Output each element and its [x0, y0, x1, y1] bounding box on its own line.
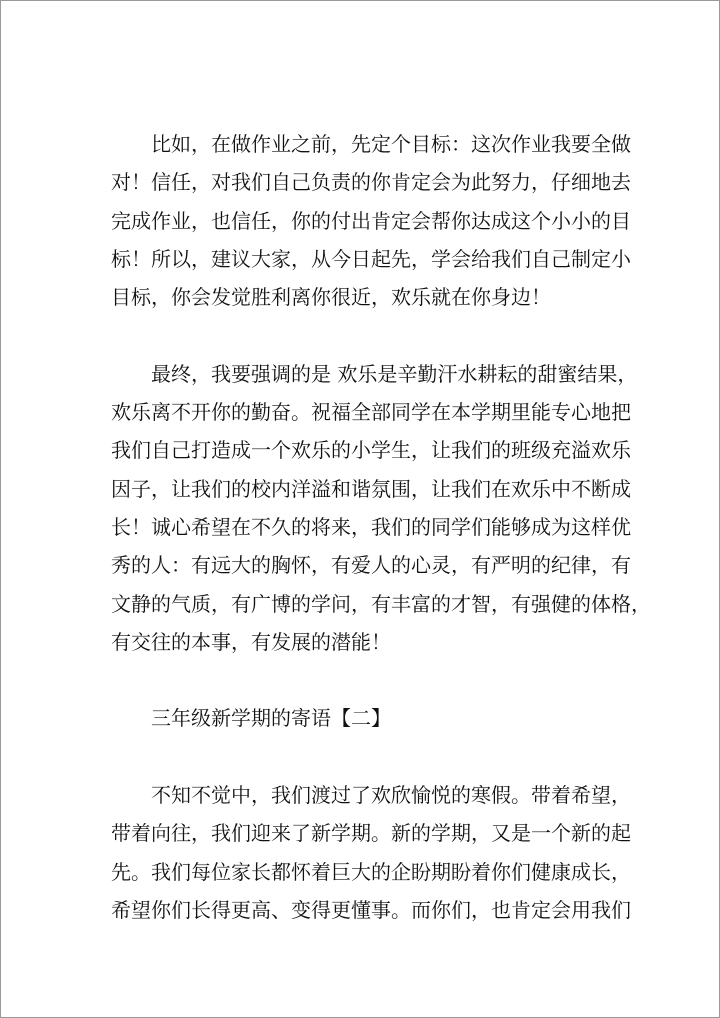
paragraph-gap	[111, 316, 611, 354]
section-heading-text: 三年级新学期的寄语【二】	[151, 706, 391, 731]
paragraph-gap	[111, 661, 611, 699]
section-heading	[111, 699, 611, 737]
text-line: 带着向往，我们迎来了新学期。新的学期，又是一个新的起	[111, 821, 631, 846]
text-line: 不知不觉中，我们渡过了欢欣愉悦的寒假。带着希望，	[151, 783, 631, 808]
text-line: 对！信任，对我们自己负责的你肯定会为此努力，仔细地去	[111, 170, 631, 195]
text-line: 目标，你会发觉胜利离你很近，欢乐就在你身边！	[111, 285, 551, 310]
text-line: 标！所以，建议大家，从今日起先，学会给我们自己制定小	[111, 246, 631, 271]
text-line: 长！诚心希望在不久的将来，我们的同学们能够成为这样优	[111, 514, 631, 539]
text-line: 因子，让我们的校内洋溢和谐氛围，让我们在欢乐中不断成	[111, 476, 631, 501]
text-line: 我们自己打造成一个欢乐的小学生，让我们的班级充溢欢乐	[111, 438, 631, 463]
paragraph-goals	[111, 125, 631, 316]
text-line: 先。我们每位家长都怀着巨大的企盼期盼着你们健康成长，	[111, 859, 631, 884]
text-line: 秀的人：有远大的胸怀，有爱人的心灵，有严明的纪律，有	[111, 553, 631, 578]
paragraph-new-term	[111, 776, 631, 929]
text-line: 希望你们长得更高、变得更懂事。而你们，也肯定会用我们	[111, 897, 631, 922]
text-line: 最终，我要强调的是 欢乐是辛勤汗水耕耘的甜蜜结果，	[151, 361, 638, 386]
text-line: 欢乐离不开你的勤奋。祝福全部同学在本学期里能专心地把	[111, 400, 631, 425]
text-line: 比如，在做作业之前，先定个目标：这次作业我要全做	[151, 132, 631, 156]
text-line: 文静的气质，有广博的学问，有丰富的才智，有强健的体格，	[111, 591, 651, 616]
text-line: 有交往的本事，有发展的潜能！	[111, 629, 391, 654]
text-line: 完成作业，也信任，你的付出肯定会帮你达成这个小小的目	[111, 208, 631, 233]
paragraph-gap	[111, 738, 611, 776]
paragraph-conclusion	[111, 355, 651, 661]
document-body	[111, 125, 651, 929]
